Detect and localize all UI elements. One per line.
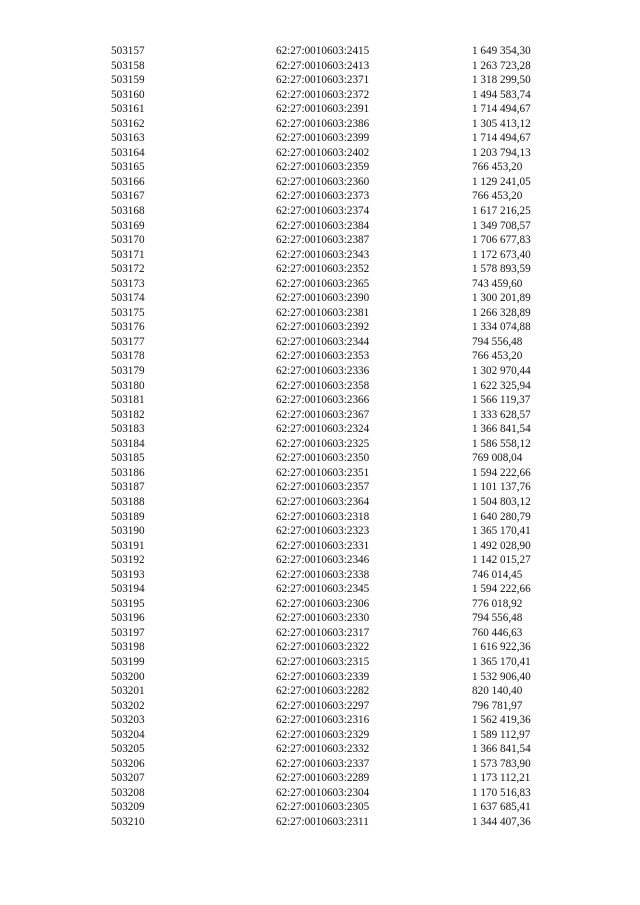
cadastral-number: 62:27:0010603:2373 (276, 190, 370, 203)
cadastral-value: 1 532 906,40 (472, 670, 531, 683)
table-row (0, 262, 640, 277)
row-number: 503202 (111, 699, 145, 712)
table-row (0, 88, 640, 103)
cadastral-number: 62:27:0010603:2323 (276, 525, 370, 538)
cadastral-number: 62:27:0010603:2317 (276, 626, 370, 639)
cadastral-number: 62:27:0010603:2297 (276, 699, 370, 712)
row-number: 503191 (111, 539, 145, 552)
cadastral-number: 62:27:0010603:2374 (276, 205, 370, 218)
table-row (0, 204, 640, 219)
cadastral-number: 62:27:0010603:2367 (276, 408, 370, 421)
cadastral-number: 62:27:0010603:2282 (276, 685, 370, 698)
cadastral-number: 62:27:0010603:2371 (276, 74, 370, 87)
cadastral-number: 62:27:0010603:2346 (276, 554, 370, 567)
table-row (0, 306, 640, 321)
row-number: 503194 (111, 583, 145, 596)
row-number: 503207 (111, 772, 145, 785)
table-row (0, 175, 640, 190)
table-row (0, 393, 640, 408)
cadastral-number: 62:27:0010603:2387 (276, 234, 370, 247)
cadastral-value: 766 453,20 (472, 161, 523, 174)
table-row (0, 437, 640, 452)
cadastral-number: 62:27:0010603:2357 (276, 481, 370, 494)
cadastral-value: 1 622 325,94 (472, 379, 531, 392)
row-number: 503168 (111, 205, 145, 218)
table-row (0, 684, 640, 699)
row-number: 503199 (111, 655, 145, 668)
table-row (0, 102, 640, 117)
cadastral-value: 1 172 673,40 (472, 248, 531, 261)
cadastral-value: 1 714 494,67 (472, 103, 531, 116)
row-number: 503178 (111, 350, 145, 363)
table-row (0, 44, 640, 59)
cadastral-number: 62:27:0010603:2336 (276, 365, 370, 378)
row-number: 503164 (111, 146, 145, 159)
row-number: 503175 (111, 306, 145, 319)
table-row (0, 626, 640, 641)
cadastral-number: 62:27:0010603:2359 (276, 161, 370, 174)
row-number: 503195 (111, 597, 145, 610)
cadastral-value: 1 142 015,27 (472, 554, 531, 567)
table-row (0, 291, 640, 306)
cadastral-value: 1 494 583,74 (472, 88, 531, 101)
row-number: 503196 (111, 612, 145, 625)
table-row (0, 248, 640, 263)
row-number: 503177 (111, 335, 145, 348)
row-number: 503188 (111, 495, 145, 508)
cadastral-value: 1 266 328,89 (472, 306, 531, 319)
table-row (0, 451, 640, 466)
cadastral-number: 62:27:0010603:2330 (276, 612, 370, 625)
cadastral-value: 1 637 685,41 (472, 801, 531, 814)
table-row (0, 757, 640, 772)
row-number: 503204 (111, 728, 145, 741)
table-row (0, 233, 640, 248)
cadastral-number: 62:27:0010603:2305 (276, 801, 370, 814)
cadastral-value: 1 573 783,90 (472, 757, 531, 770)
cadastral-value: 1 589 112,97 (472, 728, 531, 741)
row-number: 503198 (111, 641, 145, 654)
table-row (0, 611, 640, 626)
table-row (0, 219, 640, 234)
row-number: 503160 (111, 88, 145, 101)
cadastral-number: 62:27:0010603:2358 (276, 379, 370, 392)
cadastral-value: 794 556,48 (472, 612, 523, 625)
cadastral-number: 62:27:0010603:2390 (276, 292, 370, 305)
row-number: 503181 (111, 394, 145, 407)
row-number: 503187 (111, 481, 145, 494)
cadastral-value: 1 170 516,83 (472, 786, 531, 799)
cadastral-value: 1 365 170,41 (472, 525, 531, 538)
cadastral-number: 62:27:0010603:2304 (276, 786, 370, 799)
cadastral-value: 1 300 201,89 (472, 292, 531, 305)
cadastral-value: 1 586 558,12 (472, 437, 531, 450)
cadastral-number: 62:27:0010603:2343 (276, 248, 370, 261)
data-table (0, 44, 640, 830)
cadastral-value: 743 459,60 (472, 277, 523, 290)
row-number: 503209 (111, 801, 145, 814)
row-number: 503162 (111, 117, 145, 130)
table-row (0, 800, 640, 815)
table-row (0, 408, 640, 423)
table-row (0, 466, 640, 481)
cadastral-number: 62:27:0010603:2360 (276, 175, 370, 188)
row-number: 503201 (111, 685, 145, 698)
cadastral-value: 1 333 628,57 (472, 408, 531, 421)
cadastral-value: 1 173 112,21 (472, 772, 531, 785)
cadastral-number: 62:27:0010603:2289 (276, 772, 370, 785)
cadastral-value: 1 263 723,28 (472, 59, 531, 72)
table-row (0, 335, 640, 350)
cadastral-value: 776 018,92 (472, 597, 523, 610)
row-number: 503193 (111, 568, 145, 581)
row-number: 503200 (111, 670, 145, 683)
cadastral-number: 62:27:0010603:2352 (276, 263, 370, 276)
row-number: 503192 (111, 554, 145, 567)
cadastral-value: 1 366 841,54 (472, 423, 531, 436)
cadastral-number: 62:27:0010603:2386 (276, 117, 370, 130)
cadastral-number: 62:27:0010603:2365 (276, 277, 370, 290)
row-number: 503179 (111, 365, 145, 378)
cadastral-number: 62:27:0010603:2391 (276, 103, 370, 116)
row-number: 503208 (111, 786, 145, 799)
cadastral-number: 62:27:0010603:2332 (276, 743, 370, 756)
cadastral-number: 62:27:0010603:2350 (276, 452, 370, 465)
row-number: 503180 (111, 379, 145, 392)
table-row (0, 553, 640, 568)
cadastral-value: 1 101 137,76 (472, 481, 531, 494)
table-row (0, 640, 640, 655)
cadastral-value: 1 640 280,79 (472, 510, 531, 523)
row-number: 503185 (111, 452, 145, 465)
cadastral-value: 760 446,63 (472, 626, 523, 639)
cadastral-value: 1 562 419,36 (472, 714, 531, 727)
table-row (0, 480, 640, 495)
cadastral-number: 62:27:0010603:2318 (276, 510, 370, 523)
row-number: 503203 (111, 714, 145, 727)
cadastral-value: 746 014,45 (472, 568, 523, 581)
row-number: 503210 (111, 815, 145, 828)
cadastral-value: 794 556,48 (472, 335, 523, 348)
cadastral-value: 1 617 216,25 (472, 205, 531, 218)
row-number: 503182 (111, 408, 145, 421)
table-row (0, 713, 640, 728)
cadastral-value: 1 594 222,66 (472, 583, 531, 596)
cadastral-number: 62:27:0010603:2345 (276, 583, 370, 596)
cadastral-number: 62:27:0010603:2353 (276, 350, 370, 363)
table-row (0, 510, 640, 525)
cadastral-number: 62:27:0010603:2399 (276, 132, 370, 145)
table-row (0, 320, 640, 335)
cadastral-value: 1 334 074,88 (472, 321, 531, 334)
cadastral-value: 1 566 119,37 (472, 394, 531, 407)
row-number: 503158 (111, 59, 145, 72)
cadastral-number: 62:27:0010603:2364 (276, 495, 370, 508)
row-number: 503157 (111, 45, 145, 57)
table-row (0, 771, 640, 786)
row-number: 503184 (111, 437, 145, 450)
cadastral-number: 62:27:0010603:2322 (276, 641, 370, 654)
cadastral-value: 1 714 494,67 (472, 132, 531, 145)
cadastral-number: 62:27:0010603:2311 (276, 815, 369, 828)
row-number: 503169 (111, 219, 145, 232)
cadastral-value: 1 578 893,59 (472, 263, 531, 276)
row-number: 503161 (111, 103, 145, 116)
cadastral-number: 62:27:0010603:2315 (276, 655, 370, 668)
row-number: 503197 (111, 626, 145, 639)
cadastral-number: 62:27:0010603:2329 (276, 728, 370, 741)
cadastral-value: 1 349 708,57 (472, 219, 531, 232)
row-number: 503166 (111, 175, 145, 188)
cadastral-number: 62:27:0010603:2392 (276, 321, 370, 334)
cadastral-value: 1 492 028,90 (472, 539, 531, 552)
cadastral-number: 62:27:0010603:2413 (276, 59, 370, 72)
cadastral-number: 62:27:0010603:2351 (276, 466, 370, 479)
row-number: 503163 (111, 132, 145, 145)
row-number: 503173 (111, 277, 145, 290)
table-row (0, 277, 640, 292)
row-number: 503186 (111, 466, 145, 479)
row-number: 503190 (111, 525, 145, 538)
cadastral-value: 1 203 794,13 (472, 146, 531, 159)
cadastral-number: 62:27:0010603:2402 (276, 146, 370, 159)
cadastral-number: 62:27:0010603:2316 (276, 714, 370, 727)
table-row (0, 568, 640, 583)
cadastral-value: 769 008,04 (472, 452, 523, 465)
cadastral-value: 1 504 803,12 (472, 495, 531, 508)
row-number: 503159 (111, 74, 145, 87)
table-row (0, 786, 640, 801)
row-number: 503172 (111, 263, 145, 276)
table-row (0, 146, 640, 161)
cadastral-value: 1 616 922,36 (472, 641, 531, 654)
row-number: 503205 (111, 743, 145, 756)
table-row (0, 728, 640, 743)
row-number: 503206 (111, 757, 145, 770)
cadastral-value: 1 594 222,66 (472, 466, 531, 479)
table-row (0, 742, 640, 757)
cadastral-number: 62:27:0010603:2344 (276, 335, 370, 348)
cadastral-value: 1 129 241,05 (472, 175, 531, 188)
row-number: 503189 (111, 510, 145, 523)
cadastral-value: 1 305 413,12 (472, 117, 531, 130)
table-row (0, 495, 640, 510)
table-row (0, 59, 640, 74)
cadastral-value: 1 302 970,44 (472, 365, 531, 378)
cadastral-number: 62:27:0010603:2338 (276, 568, 370, 581)
table-row (0, 422, 640, 437)
row-number: 503176 (111, 321, 145, 334)
cadastral-number: 62:27:0010603:2306 (276, 597, 370, 610)
cadastral-value: 1 344 407,36 (472, 815, 531, 828)
cadastral-value: 796 781,97 (472, 699, 523, 712)
row-number: 503183 (111, 423, 145, 436)
cadastral-number: 62:27:0010603:2372 (276, 88, 370, 101)
table-row (0, 670, 640, 685)
cadastral-number: 62:27:0010603:2415 (276, 45, 370, 57)
table-row (0, 189, 640, 204)
table-row (0, 364, 640, 379)
table-row (0, 524, 640, 539)
table-row (0, 117, 640, 132)
row-number: 503167 (111, 190, 145, 203)
row-number: 503174 (111, 292, 145, 305)
table-row (0, 539, 640, 554)
table-row (0, 131, 640, 146)
cadastral-value: 1 706 677,83 (472, 234, 531, 247)
cadastral-number: 62:27:0010603:2331 (276, 539, 370, 552)
cadastral-value: 820 140,40 (472, 685, 523, 698)
table-row (0, 815, 640, 830)
cadastral-number: 62:27:0010603:2381 (276, 306, 370, 319)
table-row (0, 379, 640, 394)
cadastral-number: 62:27:0010603:2366 (276, 394, 370, 407)
cadastral-value: 766 453,20 (472, 190, 523, 203)
cadastral-number: 62:27:0010603:2325 (276, 437, 370, 450)
cadastral-value: 1 318 299,50 (472, 74, 531, 87)
table-row (0, 73, 640, 88)
table-row (0, 582, 640, 597)
cadastral-value: 1 649 354,30 (472, 45, 531, 57)
table-row (0, 349, 640, 364)
cadastral-number: 62:27:0010603:2337 (276, 757, 370, 770)
cadastral-number: 62:27:0010603:2339 (276, 670, 370, 683)
table-row (0, 655, 640, 670)
row-number: 503171 (111, 248, 145, 261)
cadastral-value: 1 365 170,41 (472, 655, 531, 668)
cadastral-value: 766 453,20 (472, 350, 523, 363)
row-number: 503170 (111, 234, 145, 247)
cadastral-number: 62:27:0010603:2384 (276, 219, 370, 232)
cadastral-number: 62:27:0010603:2324 (276, 423, 370, 436)
table-row (0, 160, 640, 175)
row-number: 503165 (111, 161, 145, 174)
table-row (0, 699, 640, 714)
table-row (0, 597, 640, 612)
cadastral-value: 1 366 841,54 (472, 743, 531, 756)
